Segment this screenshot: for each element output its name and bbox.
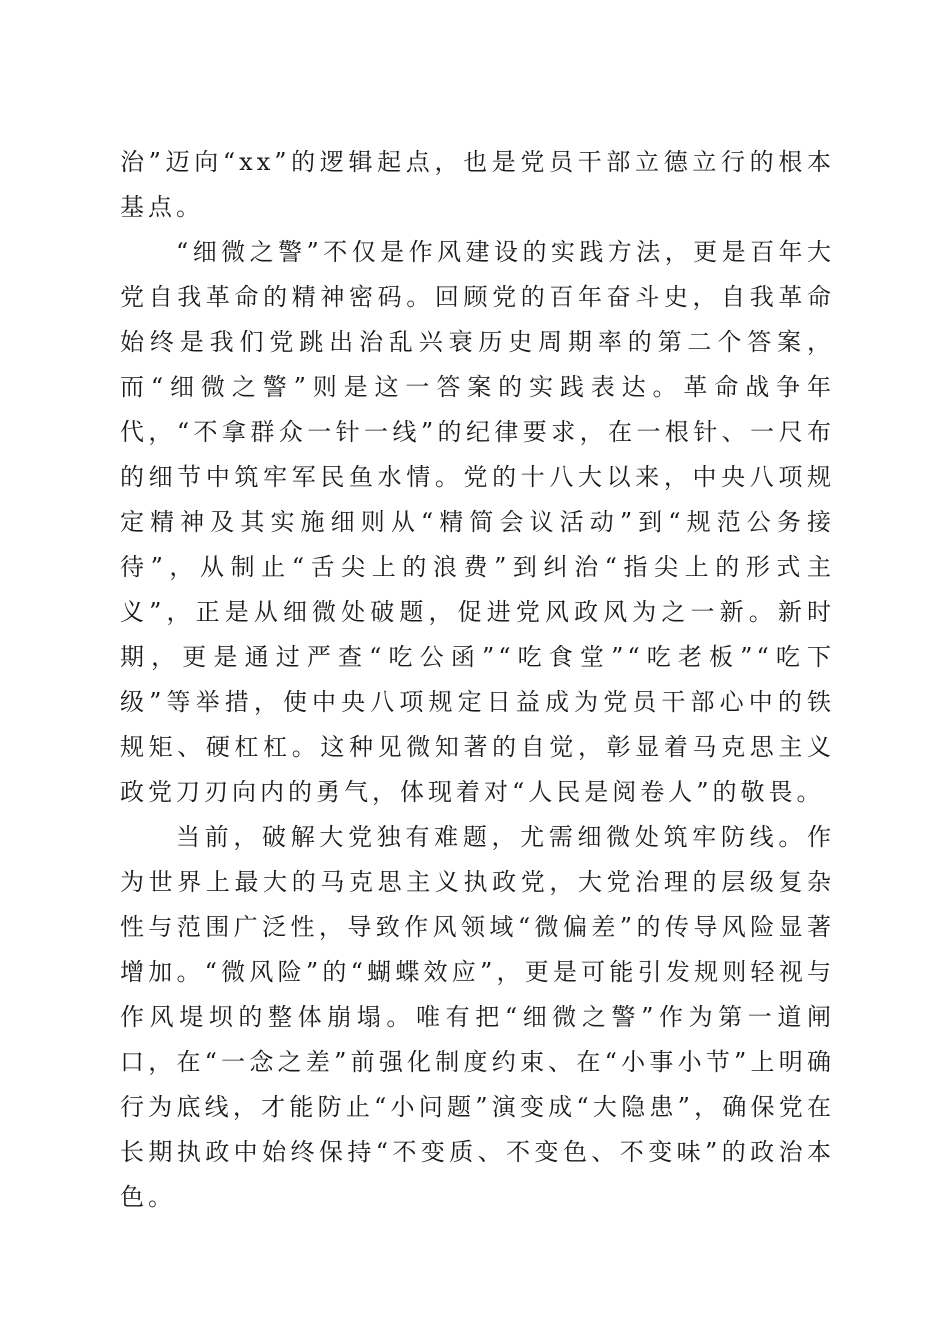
paragraph-self-revolution: “细微之警”不仅是作风建设的实践方法，更是百年大党自我革命的精神密码。回顾党的百年奋斗史，自我革命始终是我们党跳出治乱兴衰历史周期率的第二个答案，而“细微之警”则是这一答案的实践表达。革命战争年代，“不拿群众一针一线”的纪律要求，在一根针、一尺布的细节中筑牢军民鱼水情。党的十八大以来，中央八项规定精神及其实施细则从“精简会议活动”到“规范公务接待”，从制止“舌尖上的浪费”到纠治“指尖上的形式主义”，正是从细微处破题，促进党风政风为之一新。新时期，更是通过严查“吃公函”“吃食堂”“吃老板”“吃下级”等举措，使中央八项规定日益成为党员干部心中的铁规矩、硬杠杠。这种见微知著的自觉，彰显着马克思主义政党刀刃向内的勇气，体现着对“人民是阅卷人”的敬畏。 [120, 238, 835, 806]
body-text [120, 140, 835, 1220]
paragraph-current-challenges: 当前，破解大党独有难题，尤需细微处筑牢防线。作为世界上最大的马克思主义执政党，大党治理的层级复杂性与范围广泛性，导致作风领域“微偏差”的传导风险显著增加。“微风险”的“蝴蝶效应”，更是可能引发规则轻视与作风堤坝的整体崩塌。唯有把“细微之警”作为第一道闸口，在“一念之差”前强化制度约束、在“小事小节”上明确行为底线，才能防止“小问题”演变成“大隐患”，确保党在长期执政中始终保持“不变质、不变色、不变味”的政治本色。 [120, 823, 835, 1211]
paragraph-continuation: 治”迈向“xx”的逻辑起点，也是党员干部立德立行的根本基点。 [120, 148, 835, 221]
